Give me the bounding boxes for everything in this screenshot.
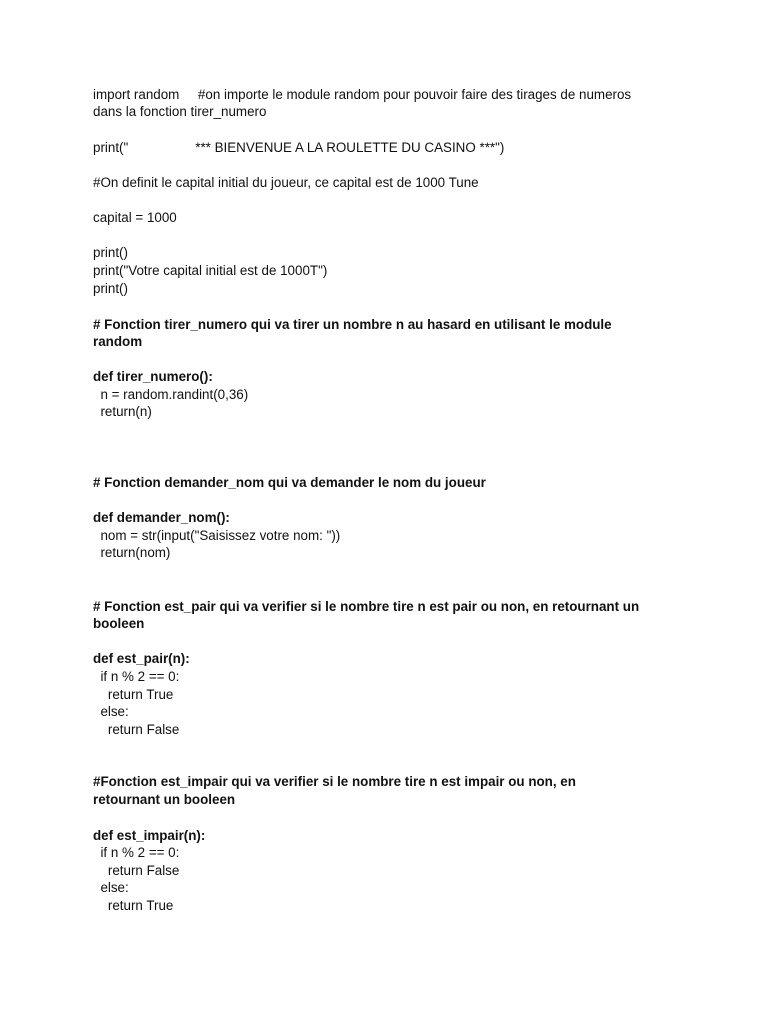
code-comment-line: random <box>93 334 143 349</box>
code-comment-line: def tirer_numero(): <box>93 369 213 384</box>
code-comment-line: # Fonction demander_nom qui va demander le nom du joueur <box>93 475 486 490</box>
code-line: return(n) <box>93 404 152 419</box>
code-line: return(nom) <box>93 545 171 560</box>
code-line: print() <box>93 245 128 260</box>
code-comment-line: #Fonction est_impair qui va verifier si le nombre tire n est impair ou non, en <box>93 774 576 789</box>
code-line: dans la fonction tirer_numero <box>93 104 267 119</box>
code-line: if n % 2 == 0: <box>93 669 180 684</box>
code-line: return False <box>93 722 180 737</box>
code-line: nom = str(input("Saisissez votre nom: ")) <box>93 528 341 543</box>
code-comment-line: # Fonction tirer_numero qui va tirer un nombre n au hasard en utilisant le module <box>93 317 612 332</box>
code-comment-line: def demander_nom(): <box>93 510 230 525</box>
code-line: return True <box>93 898 174 913</box>
code-line: print() <box>93 281 128 296</box>
code-line: return False <box>93 863 180 878</box>
code-line: print("Votre capital initial est de 1000T") <box>93 263 328 278</box>
code-comment-line: booleen <box>93 616 145 631</box>
code-line: return True <box>93 687 174 702</box>
code-line: else: <box>93 704 129 719</box>
code-comment-line: retournant un booleen <box>93 792 236 807</box>
code-line: capital = 1000 <box>93 210 177 225</box>
code-line: print(" *** BIENVENUE A LA ROULETTE DU CASINO ***") <box>93 140 505 155</box>
code-line: n = random.randint(0,36) <box>93 387 249 402</box>
code-line: import random #on importe le module random pour pouvoir faire des tirages de numeros <box>93 87 632 102</box>
code-line: else: <box>93 880 129 895</box>
code-comment-line: # Fonction est_pair qui va verifier si le nombre tire n est pair ou non, en retournant un <box>93 599 640 614</box>
code-line: #On definit le capital initial du joueur, ce capital est de 1000 Tune <box>93 175 479 190</box>
code-comment-line: def est_impair(n): <box>93 828 206 843</box>
code-line: if n % 2 == 0: <box>93 845 180 860</box>
code-comment-line: def est_pair(n): <box>93 651 190 666</box>
